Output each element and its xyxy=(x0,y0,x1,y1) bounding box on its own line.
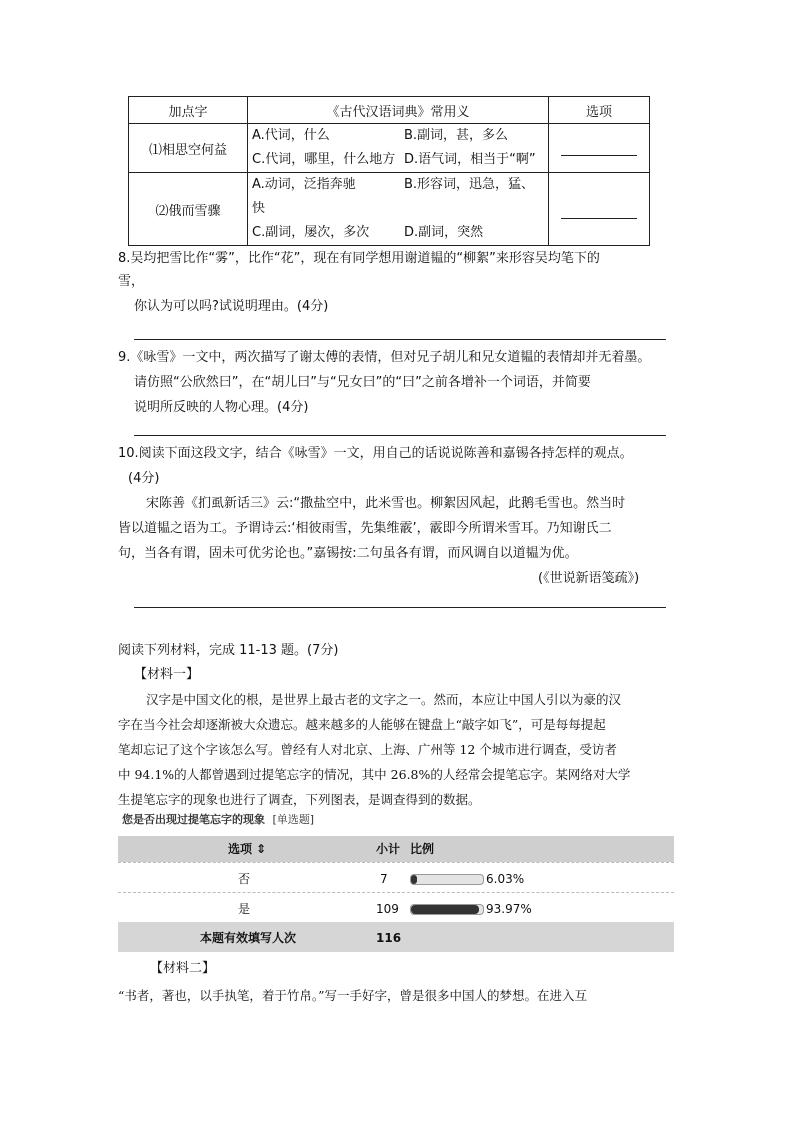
survey-table xyxy=(118,830,674,954)
meaning-b-cont: 快 xyxy=(252,201,266,216)
vocab-table xyxy=(128,96,650,246)
survey-ratio: 6.03% xyxy=(486,872,525,886)
answer-cell[interactable] xyxy=(549,173,650,246)
q9-line3: 说明所反映的人物心理。(4分) xyxy=(134,400,309,415)
meaning-c: C.代词，哪里，什么地方 xyxy=(252,152,396,167)
answer-blank[interactable] xyxy=(561,154,637,156)
q8-answer-line[interactable] xyxy=(134,339,666,340)
col-header-word: 加点字 xyxy=(129,97,248,124)
q10-answer-line[interactable] xyxy=(134,607,666,608)
word-cell: ⑴相思空何益 xyxy=(129,124,248,173)
q8-line3: 你认为可以吗?试说明理由。(4分) xyxy=(134,299,329,314)
meaning-b: B.形容词，迅急，猛、 xyxy=(404,177,535,192)
survey-bar-track xyxy=(410,904,484,915)
table-row xyxy=(129,124,650,173)
q8-line1: 8.吴均把雪比作“雾”，比作“花”，现在有同学想用谢道韫的“柳絮”来形容吴均笔下的 xyxy=(118,251,600,266)
meaning-cell xyxy=(248,124,549,173)
material2-title: 【材料二】 xyxy=(150,961,216,976)
q10-source: (《世说新语笺疏》) xyxy=(538,571,640,586)
survey-bar-fill xyxy=(411,905,479,914)
meaning-a: A.代词，什么 xyxy=(252,128,330,143)
survey-tag: [单选题] xyxy=(272,813,315,826)
survey-bar-track xyxy=(410,874,484,885)
meaning-d: D.副词，突然 xyxy=(404,225,484,240)
q10-line1: 10.阅读下面这段文字，结合《咏雪》一文，用自己的话说说陈善和嘉锡各持怎样的观点。 xyxy=(118,446,633,461)
survey-total: 116 xyxy=(376,931,402,945)
survey-ratio: 93.97% xyxy=(486,902,532,916)
q9-line1: 9.《咏雪》一文中，两次描写了谢太傅的表情，但对兄子胡儿和兄女道韫的表情却并无着墨。 xyxy=(118,350,651,365)
table-row xyxy=(129,173,650,246)
answer-blank[interactable] xyxy=(561,217,637,219)
survey-option: 否 xyxy=(238,872,251,886)
survey-total-label: 本题有效填写人次 xyxy=(200,931,297,945)
survey-option: 是 xyxy=(238,902,251,916)
survey-col-count: 小计 xyxy=(376,842,401,856)
material1-title: 【材料一】 xyxy=(134,667,200,682)
meaning-cell xyxy=(248,173,549,246)
material1-line: 笔却忘记了这个字该怎么写。曾经有人对北京、上海、广州等 12 个城市进行调查，受访者 xyxy=(118,742,617,757)
q10-quote-line1: 宋陈善《扪虱新话三》云:“撒盐空中，此米雪也。柳絮因风起，此鹅毛雪也。然当时 xyxy=(146,496,626,511)
material2-line: “书者，著也，以手执笔，着于竹帛。”写一手好字，曾是很多中国人的梦想。在进入互 xyxy=(118,988,588,1003)
col-header-choice: 选项 xyxy=(549,97,650,124)
survey-header xyxy=(118,836,674,862)
meaning-a: A.动词，泛指奔驰 xyxy=(252,177,356,192)
survey-question xyxy=(122,811,314,827)
survey-footer xyxy=(118,922,674,952)
table-header-row xyxy=(129,97,650,124)
q9-line2: 请仿照“公欣然曰”，在“胡儿曰”与“兄女曰”的“曰”之前各增补一个词语，并简要 xyxy=(134,375,591,390)
survey-row xyxy=(118,862,674,893)
meaning-b: B.副词，甚，多么 xyxy=(404,128,509,143)
survey-count: 109 xyxy=(376,902,399,916)
col-header-meaning: 《古代汉语词典》常用义 xyxy=(248,97,549,124)
reading-intro: 阅读下列材料，完成 11-13 题。(7分) xyxy=(118,643,339,658)
survey-count: 7 xyxy=(380,872,388,886)
q10-quote-line3: 句，当各有谓，固未可优劣论也。”嘉锡按:二句虽各有谓，而风调自以道韫为优。 xyxy=(118,546,578,561)
survey-row xyxy=(118,892,674,923)
material1-line: 字在当今社会却逐渐被大众遗忘。越来越多的人能够在键盘上“敲字如飞”，可是每每提起 xyxy=(118,717,606,732)
q10-line2: (4分) xyxy=(128,471,160,486)
survey-col-option[interactable]: 选项 ⇕ xyxy=(228,842,267,856)
survey-question-text: 您是否出现过提笔忘字的现象 xyxy=(122,813,265,826)
material1-line: 中 94.1%的人都曾遇到过提笔忘字的情况，其中 26.8%的人经常会提笔忘字。某网络对大学 xyxy=(118,767,631,782)
meaning-d: D.语气词，相当于“啊” xyxy=(404,152,536,167)
material1-line: 生提笔忘字的现象也进行了调查，下列图表，是调查得到的数据。 xyxy=(118,792,481,807)
q9-answer-line[interactable] xyxy=(134,435,666,436)
meaning-c: C.副词，屡次，多次 xyxy=(252,225,370,240)
q8-line2: 雪， xyxy=(118,274,145,289)
survey-bar-fill xyxy=(411,875,417,884)
material1-line: 汉字是中国文化的根，是世界上最古老的文字之一。然而，本应让中国人引以为豪的汉 xyxy=(146,692,622,707)
survey-col-ratio: 比例 xyxy=(410,842,435,856)
q10-quote-line2: 皆以道韫之语为工。予谓诗云:‘相彼雨雪，先集维霰’，霰即今所谓米雪耳。乃知谢氏二 xyxy=(118,521,612,536)
answer-cell[interactable] xyxy=(549,124,650,173)
word-cell: ⑵俄而雪骤 xyxy=(129,173,248,246)
